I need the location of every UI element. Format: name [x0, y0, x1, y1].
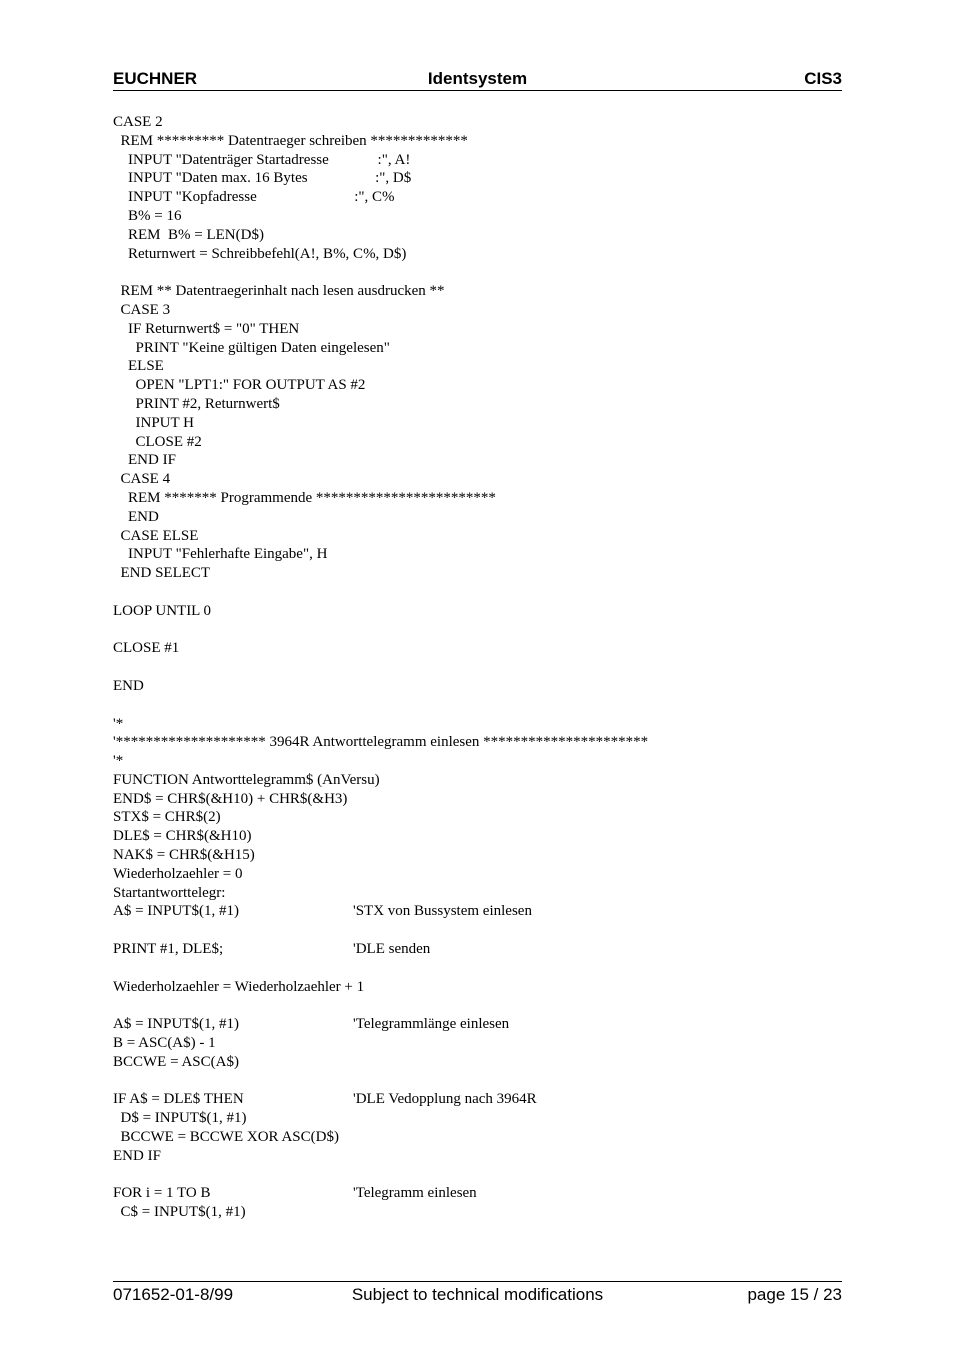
code-statement: A$ = INPUT$(1, #1) — [113, 1016, 239, 1033]
code-statement: END IF — [113, 1147, 161, 1164]
code-comment: 'STX von Bussystem einlesen — [353, 903, 532, 920]
code-statement: BCCWE = ASC(A$) — [113, 1053, 239, 1070]
document-title: Identsystem — [427, 69, 528, 88]
code-statement: IF A$ = DLE$ THEN — [113, 1091, 244, 1108]
code-line: STX$ = CHR$(2) — [113, 809, 221, 826]
code-line: CLOSE #1 — [113, 640, 180, 657]
code-statement: FOR i = 1 TO B — [113, 1185, 211, 1202]
code-line: '* — [113, 753, 124, 770]
code-line: INPUT "Fehlerhafte Eingabe", H — [113, 546, 328, 563]
code-line — [113, 996, 842, 1015]
code-comment: 'DLE senden — [353, 941, 431, 958]
code-line — [113, 583, 842, 602]
code-line: PRINT #2, Returnwert$ — [113, 395, 280, 412]
code-statement: PRINT #1, DLE$; — [113, 941, 224, 958]
code-line — [113, 921, 842, 940]
document-number: 071652-01-8/99 — [113, 1285, 234, 1304]
code-line — [113, 1147, 842, 1166]
code-comment: 'Telegrammlänge einlesen — [353, 1016, 510, 1033]
code-line: Wiederholzaehler = 0 — [113, 865, 243, 882]
code-line: IF Returnwert$ = "0" THEN — [113, 320, 300, 337]
code-line: '******************** 3964R Antworttelegramm einlesen ********************** — [113, 734, 649, 751]
code-statement: B = ASC(A$) - 1 — [113, 1035, 216, 1052]
code-line — [113, 959, 842, 978]
code-line — [113, 1203, 842, 1222]
company-name: EUCHNER — [113, 69, 198, 88]
code-line: LOOP UNTIL 0 — [113, 602, 212, 619]
code-line: '* — [113, 715, 124, 732]
code-statement: C$ = INPUT$(1, #1) — [113, 1204, 246, 1221]
code-comment: 'Telegramm einlesen — [353, 1185, 477, 1202]
code-line: CASE 2 — [113, 114, 163, 130]
code-line: OPEN "LPT1:" FOR OUTPUT AS #2 — [113, 377, 366, 394]
code-line: REM ** Datentraegerinhalt nach lesen ausdrucken ** — [113, 283, 445, 300]
code-line: END IF — [113, 452, 176, 469]
page-header — [113, 68, 842, 91]
code-line — [113, 263, 842, 282]
code-line: DLE$ = CHR$(&H10) — [113, 828, 252, 845]
code-line — [113, 902, 842, 921]
footer-notice: Subject to technical modifications — [351, 1285, 604, 1304]
page-footer — [113, 1281, 842, 1310]
code-line: INPUT "Kopfadresse :", C% — [113, 189, 395, 206]
code-line: END — [113, 677, 144, 694]
code-line — [113, 1128, 842, 1147]
code-listing — [113, 113, 842, 1222]
code-line: Startantworttelegr: — [113, 884, 226, 901]
code-line — [113, 621, 842, 640]
code-line — [113, 1034, 842, 1053]
code-statement: Wiederholzaehler = Wiederholzaehler + 1 — [113, 978, 365, 995]
code-line — [113, 1184, 842, 1203]
code-line: CASE 4 — [113, 471, 171, 488]
code-line — [113, 940, 842, 959]
code-line: ELSE — [113, 358, 164, 375]
code-line: INPUT "Daten max. 16 Bytes :", D$ — [113, 170, 412, 187]
code-line: NAK$ = CHR$(&H15) — [113, 847, 255, 864]
code-line — [113, 1072, 842, 1091]
code-line — [113, 978, 842, 997]
code-line — [113, 658, 842, 677]
code-line — [113, 1109, 842, 1128]
code-line: REM ********* Datentraeger schreiben ************* — [113, 132, 468, 149]
code-statement: BCCWE = BCCWE XOR ASC(D$) — [113, 1129, 339, 1146]
code-line: PRINT "Keine gültigen Daten eingelesen" — [113, 339, 390, 356]
product-code: CIS3 — [804, 69, 842, 88]
code-line: Returnwert = Schreibbefehl(A!, B%, C%, D$) — [113, 245, 407, 262]
code-line — [113, 696, 842, 715]
page-number: page 15 / 23 — [747, 1285, 842, 1304]
code-line: FUNCTION Antworttelegramm$ (AnVersu) — [113, 771, 380, 788]
code-line — [113, 1015, 842, 1034]
code-line: CASE ELSE — [113, 527, 199, 544]
code-line: REM ******* Programmende ************************ — [113, 489, 496, 506]
code-line: END — [113, 508, 159, 525]
code-line: END SELECT — [113, 565, 211, 582]
code-line: B% = 16 — [113, 207, 182, 224]
code-line: REM B% = LEN(D$) — [113, 226, 264, 243]
code-statement: A$ = INPUT$(1, #1) — [113, 903, 239, 920]
code-line: CLOSE #2 — [113, 433, 202, 450]
code-statement: D$ = INPUT$(1, #1) — [113, 1110, 247, 1127]
code-line: END$ = CHR$(&H10) + CHR$(&H3) — [113, 790, 348, 807]
code-line — [113, 1166, 842, 1185]
code-comment: 'DLE Vedopplung nach 3964R — [353, 1091, 537, 1108]
code-line: INPUT H — [113, 414, 194, 431]
code-line: INPUT "Datenträger Startadresse :", A! — [113, 151, 411, 168]
code-line — [113, 1090, 842, 1109]
code-line: CASE 3 — [113, 301, 171, 318]
code-line — [113, 1053, 842, 1072]
